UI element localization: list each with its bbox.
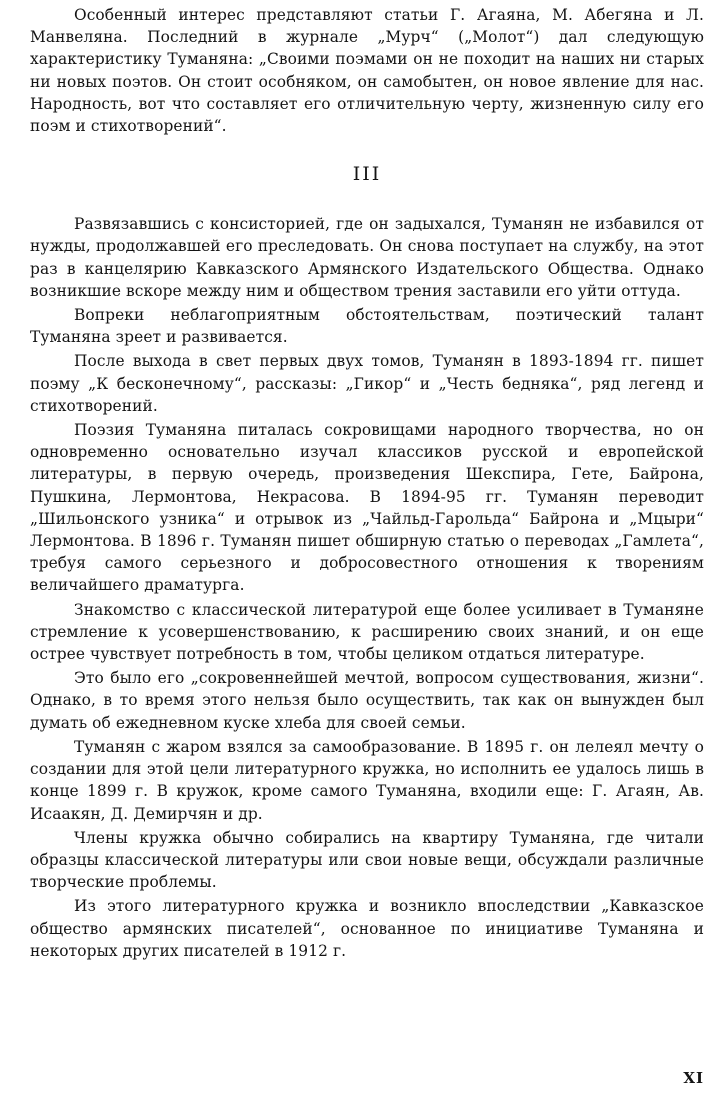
body-paragraph: Поэзия Туманяна питалась сокровищами народного творчества, но он одновременно основательно изучал классиков русской и европейской литературы, в первую очередь, произведения Шекспира, Гете, Байрона, Пушкина, Лермонтова, Некрасова. В 1894-95 гг. Туманян переводит „Шильонского узника“ и отрывок из „Чайльд-Гарольда“ Байрона и „Мцыри“ Лермонтова. В 1896 г. Туманян пишет обширную статью о переводах „Гамлета“, требуя самого серьезного и добросовестного отношения к творениям величайшего драматурга.	[30, 421, 704, 595]
body-paragraph: Знакомство с классической литературой еще более усиливает в Туманяне стремление к усовершенствованию, к расширению своих знаний, и он еще острее чувствует потребность в том, чтобы целиком отдаться литературе.	[30, 600, 704, 664]
section-body	[30, 213, 704, 962]
body-paragraph: Из этого литературного кружка и возникло впоследствии „Кавказское общество армянских писателей“, основанное по инициативе Туманяна и некоторых других писателей в 1912 г.	[30, 897, 704, 960]
body-paragraph: Члены кружка обычно собирались на квартиру Туманяна, где читали образцы классической литературы или свои новые вещи, обсуждали различные творческие проблемы.	[30, 828, 704, 892]
body-paragraph: Вопреки неблагоприятным обстоятельствам, поэтический талант Туманяна зреет и развивается.	[30, 306, 704, 347]
intro-paragraph: Особенный интерес представляют статьи Г. Агаяна, М. Абегяна и Л. Манвеляна. Последний в журнале „Мурч“ („Молот“) дал следующую характеристику Туманяна: „Своими поэмами он не походит на наших ни старых ни новых поэтов. Он стоит особняком, он самобытен, он новое явление для нас. Народность, вот что составляет его отличительную черту, жизненную силу его поэм и стихотворений“.	[30, 6, 704, 136]
body-paragraph: Развязавшись с консисторией, где он задыхался, Туманян не избавился от нужды, продолжавшей его преследовать. Он снова поступает на службу, на этот раз в канцелярию Кавказского Армянского Издательского Общества. Однако возникшие вскоре между ним и обществом трения заставили его уйти оттуда.	[30, 215, 704, 300]
body-paragraph: Туманян с жаром взялся за самообразование. В 1895 г. он лелеял мечту о создании для этой цели литературного кружка, но исполнить ее удалось лишь в конце 1899 г. В кружок, кроме самого Туманяна, входили еще: Г. Агаян, Ав. Исаакян, Д. Демирчян и др.	[30, 737, 704, 823]
body-paragraph: Это было его „сокровеннейшей мечтой, вопросом существования, жизни“. Однако, в то время этого нельзя было осуществить, так как он вынужден был думать об ежедневном куске хлеба для своей семьи.	[30, 669, 704, 732]
body-paragraph: После выхода в свет первых двух томов, Туманян в 1893-1894 гг. пишет поэму „К бесконечному“, рассказы: „Гикор“ и „Честь бедняка“, ряд легенд и стихотворений.	[30, 352, 704, 415]
section-heading: III	[352, 163, 382, 186]
page-number: XI	[683, 1068, 704, 1087]
